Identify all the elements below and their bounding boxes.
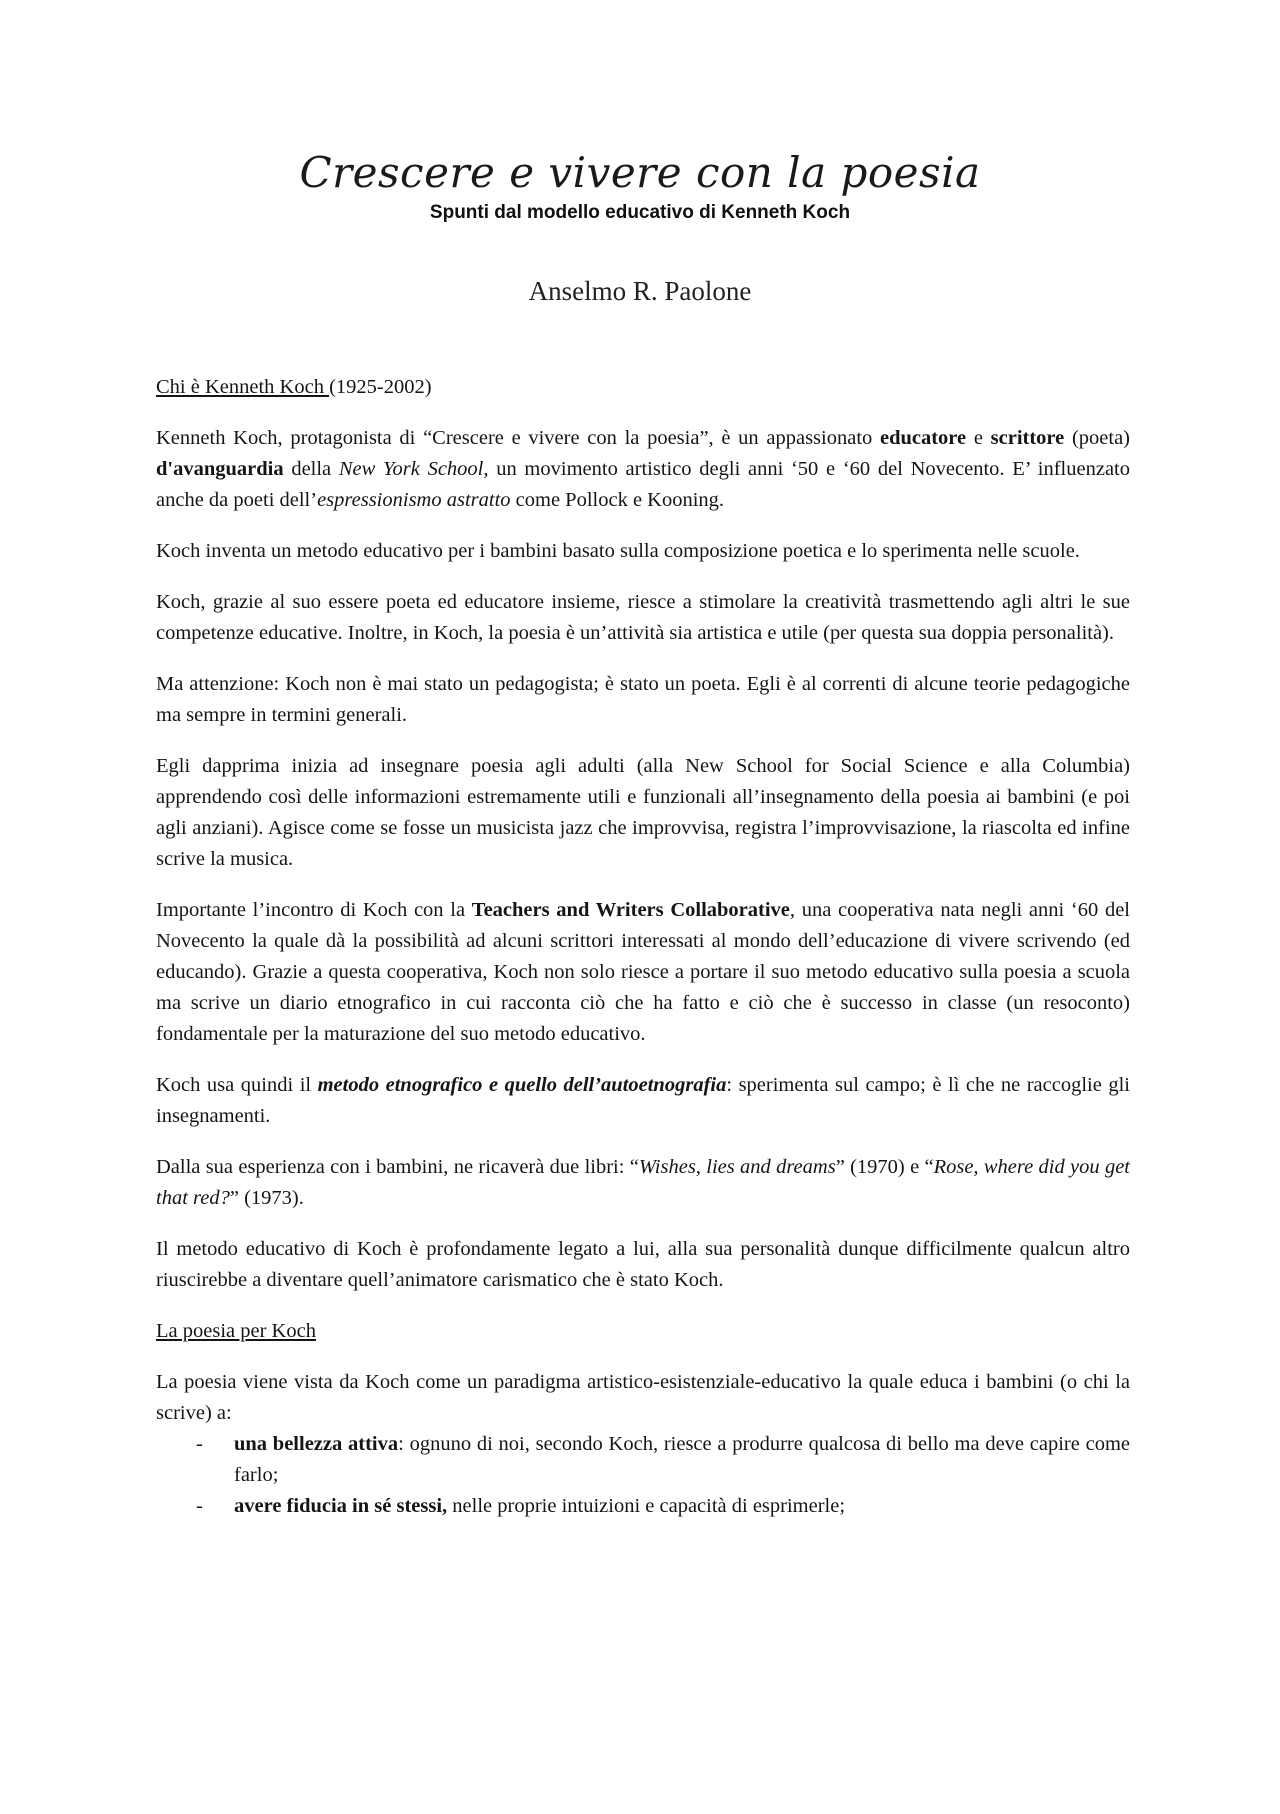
bold-text: scrittore bbox=[990, 427, 1065, 449]
text-run: e bbox=[966, 427, 991, 449]
section-heading-koch bbox=[156, 372, 1130, 403]
italic-text: espressionismo astratto bbox=[317, 489, 511, 511]
list-item bbox=[156, 1429, 1130, 1491]
text-run: Importante l’incontro di Koch con la bbox=[156, 899, 472, 921]
document-subtitle: Spunti dal modello educativo di Kenneth Koch bbox=[429, 202, 851, 223]
text-run: nelle proprie intuizioni e capacità di esprimerle; bbox=[447, 1495, 846, 1517]
section-heading-underlined: Chi è Kenneth Koch bbox=[156, 376, 330, 398]
text-run: ” (1970) e “ bbox=[835, 1156, 934, 1178]
paragraph bbox=[156, 1070, 1130, 1132]
text-run: Kenneth Koch, protagonista di “Crescere e vivere con la poesia”, è un appassionato bbox=[156, 427, 880, 449]
text-run: : ognuno di noi, secondo Koch, riesce a produrre qualcosa di bello ma deve capire come farlo; bbox=[234, 1433, 1130, 1486]
section-heading-years: (1925-2002) bbox=[329, 376, 432, 398]
text-run: : sperimenta sul campo; è lì che ne raccoglie gli insegnamenti. bbox=[156, 1074, 1130, 1127]
paragraph bbox=[156, 1152, 1130, 1214]
paragraph: Koch inventa un metodo educativo per i bambini basato sulla composizione poetica e lo sperimenta nelle scuole. bbox=[156, 540, 1080, 562]
italic-text: New York School bbox=[338, 458, 484, 480]
paragraph bbox=[156, 423, 1130, 516]
paragraph bbox=[156, 895, 1130, 1050]
paragraph: Egli dapprima inizia ad insegnare poesia agli adulti (alla New School for Social Science e alla Columbia) apprendendo così delle informazioni estremamente utili e funzionali all’insegnamento della poesia ai bambini (e poi agli anziani). Agisce come se fosse un musicista jazz che improvvisa, registra l’improvvisazione, la riascolta ed infine scrive la musica. bbox=[156, 755, 1130, 870]
bold-text: d'avanguardia bbox=[156, 458, 284, 480]
text-run: come Pollock e Kooning. bbox=[510, 489, 725, 511]
document-title: Crescere e vivere con la poesia bbox=[299, 148, 981, 197]
paragraph: Koch, grazie al suo essere poeta ed educatore insieme, riesce a stimolare la creatività trasmettendo agli altri le sue competenze educative. Inoltre, in Koch, la poesia è un’attività sia artistica e utile (per questa sua doppia personalità). bbox=[156, 591, 1130, 644]
dash-bullet: - bbox=[196, 1495, 203, 1517]
text-run: (poeta) bbox=[1064, 427, 1131, 449]
bullet-list bbox=[156, 1429, 1130, 1522]
paragraph: La poesia viene vista da Koch come un paradigma artistico-esistenziale-educativo la quale educa i bambini (o chi la scrive) a: bbox=[156, 1371, 1130, 1424]
bold-text: educatore bbox=[879, 427, 967, 449]
bold-text: una bellezza attiva bbox=[234, 1433, 399, 1455]
italic-text: Rose, where did you get that red? bbox=[156, 1156, 1130, 1209]
text-run: della bbox=[283, 458, 339, 480]
document-author: Anselmo R. Paolone bbox=[528, 276, 752, 306]
bold-text: Teachers and Writers Collaborative bbox=[471, 899, 790, 921]
bold-text: avere fiducia in sé stessi, bbox=[234, 1495, 448, 1517]
text-run: Dalla sua esperienza con i bambini, ne ricaverà due libri: “ bbox=[156, 1156, 639, 1178]
document-body bbox=[156, 372, 1130, 1522]
dash-bullet: - bbox=[196, 1433, 203, 1455]
text-run: Koch usa quindi il bbox=[156, 1074, 318, 1096]
text-run: , un movimento artistico degli anni ‘50 e ‘60 del Novecento. E’ influenzato anche da poeti dell’ bbox=[156, 458, 1130, 511]
section-heading-text: La poesia per Koch bbox=[156, 1320, 316, 1342]
italic-text: Wishes, lies and dreams bbox=[638, 1156, 836, 1178]
paragraph: Ma attenzione: Koch non è mai stato un pedagogista; è stato un poeta. Egli è al correnti di alcune teorie pedagogiche ma sempre in termini generali. bbox=[156, 673, 1130, 726]
section-heading-poetry bbox=[156, 1316, 1130, 1347]
bold-italic-text: metodo etnografico e quello dell’autoetnografia bbox=[317, 1074, 727, 1096]
text-run: , una cooperativa nata negli anni ‘60 del Novecento la quale dà la possibilità ad alcuni scrittori interessati al mondo dell’educazione di vivere scrivendo (ed educando). Grazie a questa cooperativa, Koch non solo riesce a portare il suo metodo educativo sulla poesia a scuola ma scrive un diario etnografico in cui racconta ciò che ha fatto e ciò che è successo in classe (un resoconto) fondamentale per la maturazione del suo metodo educativo. bbox=[156, 899, 1130, 1045]
text-run: ” (1973). bbox=[229, 1187, 304, 1209]
list-item bbox=[156, 1491, 1130, 1522]
paragraph: Il metodo educativo di Koch è profondamente legato a lui, alla sua personalità dunque difficilmente qualcun altro riuscirebbe a diventare quell’animatore carismatico che è stato Koch. bbox=[156, 1238, 1130, 1291]
